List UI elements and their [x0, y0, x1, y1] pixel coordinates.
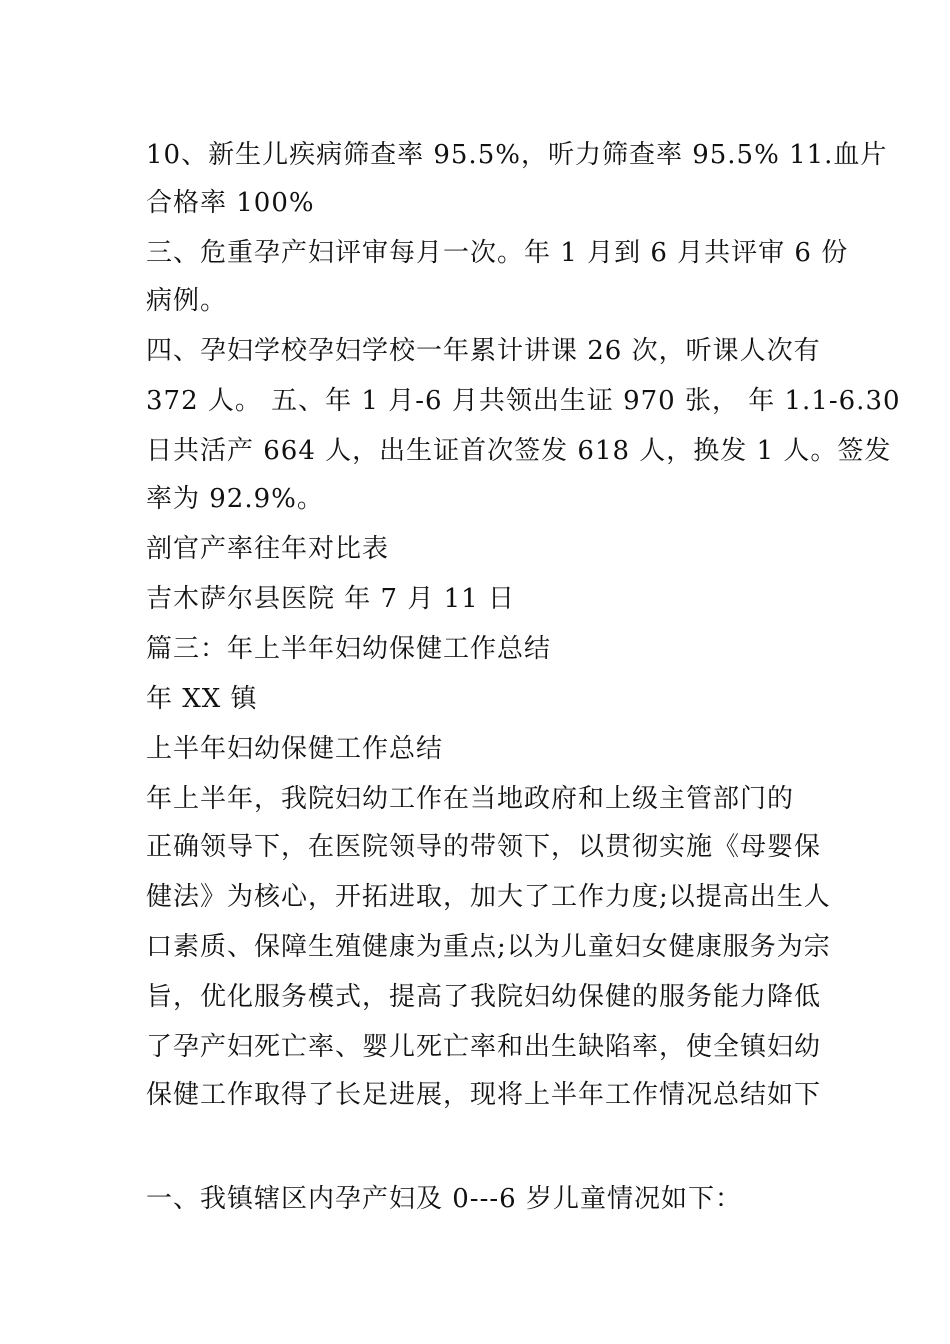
text-line-20: 保健工作取得了长足进展，现将上半年工作情况总结如下	[146, 1080, 822, 1110]
section-heading: 篇三：年上半年妇幼保健工作总结	[146, 634, 552, 664]
text-line-4: 病例。	[146, 286, 228, 316]
text-line-5: 四、孕妇学校孕妇学校一年累计讲课 26 次，听课人次有	[146, 336, 821, 366]
text-line-7: 日共活产 664 人，出生证首次签发 618 人，换发 1 人。签发	[146, 436, 892, 466]
text-line-16: 健法》为核心，开拓进取，加大了工作力度;以提高出生人	[146, 882, 831, 912]
text-line-3: 三、危重孕产妇评审每月一次。年 1 月到 6 月共评审 6 份	[146, 238, 849, 268]
text-line-17: 口素质、保障生殖健康为重点;以为儿童妇女健康服务为宗	[146, 932, 831, 962]
text-line-15: 正确领导下，在医院领导的带领下，以贯彻实施《母婴保	[146, 832, 822, 862]
text-line-10: 吉木萨尔县医院 年 7 月 11 日	[146, 584, 515, 614]
text-line-19: 了孕产妇死亡率、婴儿死亡率和出生缺陷率，使全镇妇幼	[146, 1032, 822, 1062]
text-line-6: 372 人。 五、年 1 月-6 月共领出生证 970 张， 年 1.1-6.30	[146, 386, 901, 416]
text-line-13: 上半年妇幼保健工作总结	[146, 734, 444, 764]
text-line-12: 年 XX 镇	[146, 684, 258, 714]
text-line-18: 旨，优化服务模式，提高了我院妇幼保健的服务能力降低	[146, 982, 822, 1012]
text-line-1: 10、新生儿疾病筛查率 95.5%，听力筛查率 95.5% 11.血片	[146, 140, 888, 170]
text-line-9: 剖官产率往年对比表	[146, 534, 390, 564]
text-line-2: 合格率 100%	[146, 188, 315, 218]
text-line-21: 一、我镇辖区内孕产妇及 0---6 岁儿童情况如下：	[146, 1184, 742, 1214]
text-line-8: 率为 92.9%。	[146, 484, 324, 514]
text-line-14: 年上半年，我院妇幼工作在当地政府和上级主管部门的	[146, 784, 795, 814]
